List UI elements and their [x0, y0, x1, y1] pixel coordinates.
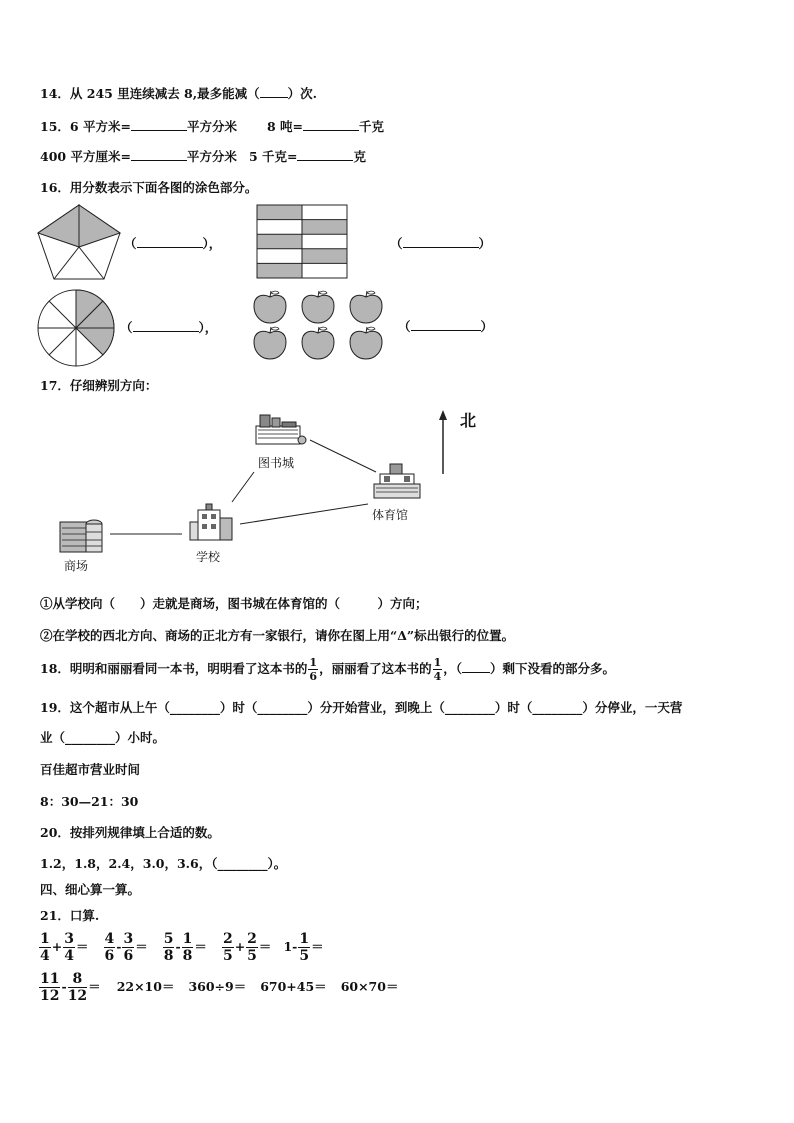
mall-icon	[58, 514, 104, 554]
fraction: $\frac{1}{4}$	[40, 931, 50, 964]
school-label: 学校	[196, 550, 221, 564]
question-number: 14．	[40, 86, 70, 101]
apples-figure	[252, 290, 392, 362]
question-number: 19．	[40, 700, 70, 715]
question-15-line-1	[40, 117, 384, 135]
question-text: 明明和丽丽看同一本书，明明看了这本书的	[69, 661, 308, 676]
paren-close: ）	[480, 319, 494, 334]
question-number: 17．	[40, 378, 70, 393]
question-number: 18．	[40, 661, 70, 676]
operator: -	[116, 939, 122, 954]
paren-open: （	[120, 320, 133, 335]
question-text: 仔细辨别方向：	[69, 378, 158, 393]
math-problem: 360÷9＝	[188, 979, 247, 994]
mental-math-row-1	[38, 932, 324, 966]
math-problem: 670+45＝	[260, 979, 327, 994]
question-19-line-1	[40, 698, 682, 716]
question-20	[40, 823, 220, 841]
question-text: 口算.	[69, 908, 100, 923]
question-21	[40, 906, 99, 924]
equals: ＝	[311, 939, 324, 954]
fraction: $\frac{11}{12}$	[40, 971, 60, 1004]
library-icon	[254, 412, 310, 446]
fraction: $\frac{4}{6}$	[104, 931, 115, 964]
answer-blank[interactable]	[297, 160, 353, 161]
store-sign-hours: 8：30—21：30	[40, 794, 139, 809]
fraction: $\frac{2}{5}$	[247, 931, 257, 964]
numerator: 1	[433, 656, 442, 669]
denominator: 6	[309, 670, 318, 683]
answer-blank[interactable]	[411, 330, 481, 331]
math-problem: 22×10＝	[116, 979, 175, 994]
apples-answer	[398, 317, 493, 335]
north-label: 北	[460, 411, 477, 430]
equals: ＝	[258, 939, 272, 954]
answer-blank[interactable]	[303, 130, 359, 131]
operand: 1-	[283, 939, 298, 954]
question-17-sub-1: ①从学校向（ ）走就是商场，图书城在体育馆的（ ）方向；	[40, 596, 428, 611]
equals: ＝	[194, 939, 207, 954]
question-17-sub-2: ②在学校的西北方向、商场的正北方有一家银行，请你在图上用“Δ”标出银行的位置。	[40, 628, 515, 643]
question-text: 用分数表示下面各图的涂色部分。	[69, 180, 258, 195]
fraction: $\frac{1}{8}$	[182, 931, 193, 964]
unit-text: 8 吨=	[266, 119, 303, 134]
question-text: 这个超市从上午（________）时（________）分开始营业，到晚上（________）时（________）分停业，一天营	[69, 700, 683, 715]
fraction: $\frac{8}{12}$	[67, 971, 88, 1004]
answer-blank[interactable]	[131, 160, 187, 161]
denominator: 4	[433, 670, 442, 683]
equals: ＝	[135, 939, 148, 954]
question-text: ，丽丽看了这本书的	[319, 661, 432, 676]
question-15-line-2	[40, 147, 366, 165]
question-18	[40, 654, 615, 684]
question-number: 21．	[40, 908, 70, 923]
question-14	[40, 84, 317, 102]
equals: ＝	[88, 979, 101, 994]
operator: +	[51, 939, 63, 954]
operator: -	[175, 939, 181, 954]
section-4-title: 四、细心算一算。	[40, 882, 141, 897]
unit-text: 6 平方米=	[69, 119, 131, 134]
pentagon-answer	[124, 234, 221, 252]
pentagon-figure	[36, 203, 122, 281]
mall-label: 商场	[64, 559, 89, 573]
unit-text: 克	[353, 149, 366, 164]
fraction: $\frac{5}{8}$	[163, 931, 174, 964]
mental-math-row-2	[38, 972, 398, 1010]
operator: +	[234, 939, 246, 954]
paren-close: ）	[198, 320, 205, 335]
store-sign-title: 百佳超市营业时间	[40, 762, 141, 777]
circle-answer	[120, 318, 217, 336]
stadium-label: 体育馆	[372, 508, 409, 522]
school-icon	[188, 502, 236, 546]
fraction	[308, 657, 318, 682]
unit-text: 平方分米	[186, 119, 237, 134]
comma: ，	[204, 320, 218, 335]
comma: ，	[208, 236, 222, 251]
numerator: 1	[309, 656, 318, 669]
question-text: 从 245 里连续减去 8,最多能减（	[69, 86, 260, 101]
fraction: $\frac{1}{5}$	[299, 931, 310, 964]
question-20-sequence: 1.2，1.8，2.4，3.0，3.6，（________）。	[40, 856, 287, 871]
paren-open: （	[124, 236, 137, 251]
fraction: $\frac{3}{4}$	[64, 931, 74, 964]
question-text: 按排列规律填上合适的数。	[69, 825, 220, 840]
unit-text: 平方分米	[186, 149, 237, 164]
grid-answer	[390, 234, 491, 252]
unit-text: 千克	[358, 119, 384, 134]
paren-close: ）	[202, 236, 209, 251]
math-problem: 60×70＝	[340, 979, 399, 994]
unit-text: 400 平方厘米=	[40, 149, 131, 164]
operator: -	[61, 979, 67, 994]
question-text-end: ）次.	[287, 86, 317, 101]
answer-blank[interactable]	[462, 672, 490, 673]
answer-blank[interactable]	[260, 97, 288, 98]
fraction: $\frac{2}{5}$	[222, 931, 233, 964]
paren-close: ）	[478, 236, 492, 251]
circle-figure	[36, 288, 116, 368]
question-number: 16．	[40, 180, 70, 195]
library-label: 图书城	[258, 456, 295, 470]
paren-open: （	[398, 319, 411, 334]
answer-blank[interactable]	[403, 247, 479, 248]
question-text: ）剩下没看的部分多。	[490, 661, 616, 676]
equals: ＝	[75, 939, 89, 954]
fraction: $\frac{3}{6}$	[123, 931, 134, 964]
question-16	[40, 178, 257, 196]
answer-blank[interactable]	[137, 247, 203, 248]
question-number: 20．	[40, 825, 70, 840]
question-number: 15．	[40, 119, 70, 134]
grid-figure	[257, 205, 349, 279]
unit-text: 5 千克=	[248, 149, 298, 164]
paren-open: （	[390, 236, 403, 251]
answer-blank[interactable]	[133, 331, 199, 332]
fraction	[433, 657, 443, 682]
question-17	[40, 376, 157, 394]
question-text: ，（	[443, 661, 463, 676]
stadium-icon	[370, 462, 424, 502]
answer-blank[interactable]	[131, 130, 187, 131]
question-19-line-2: 业（________）小时。	[40, 730, 166, 745]
